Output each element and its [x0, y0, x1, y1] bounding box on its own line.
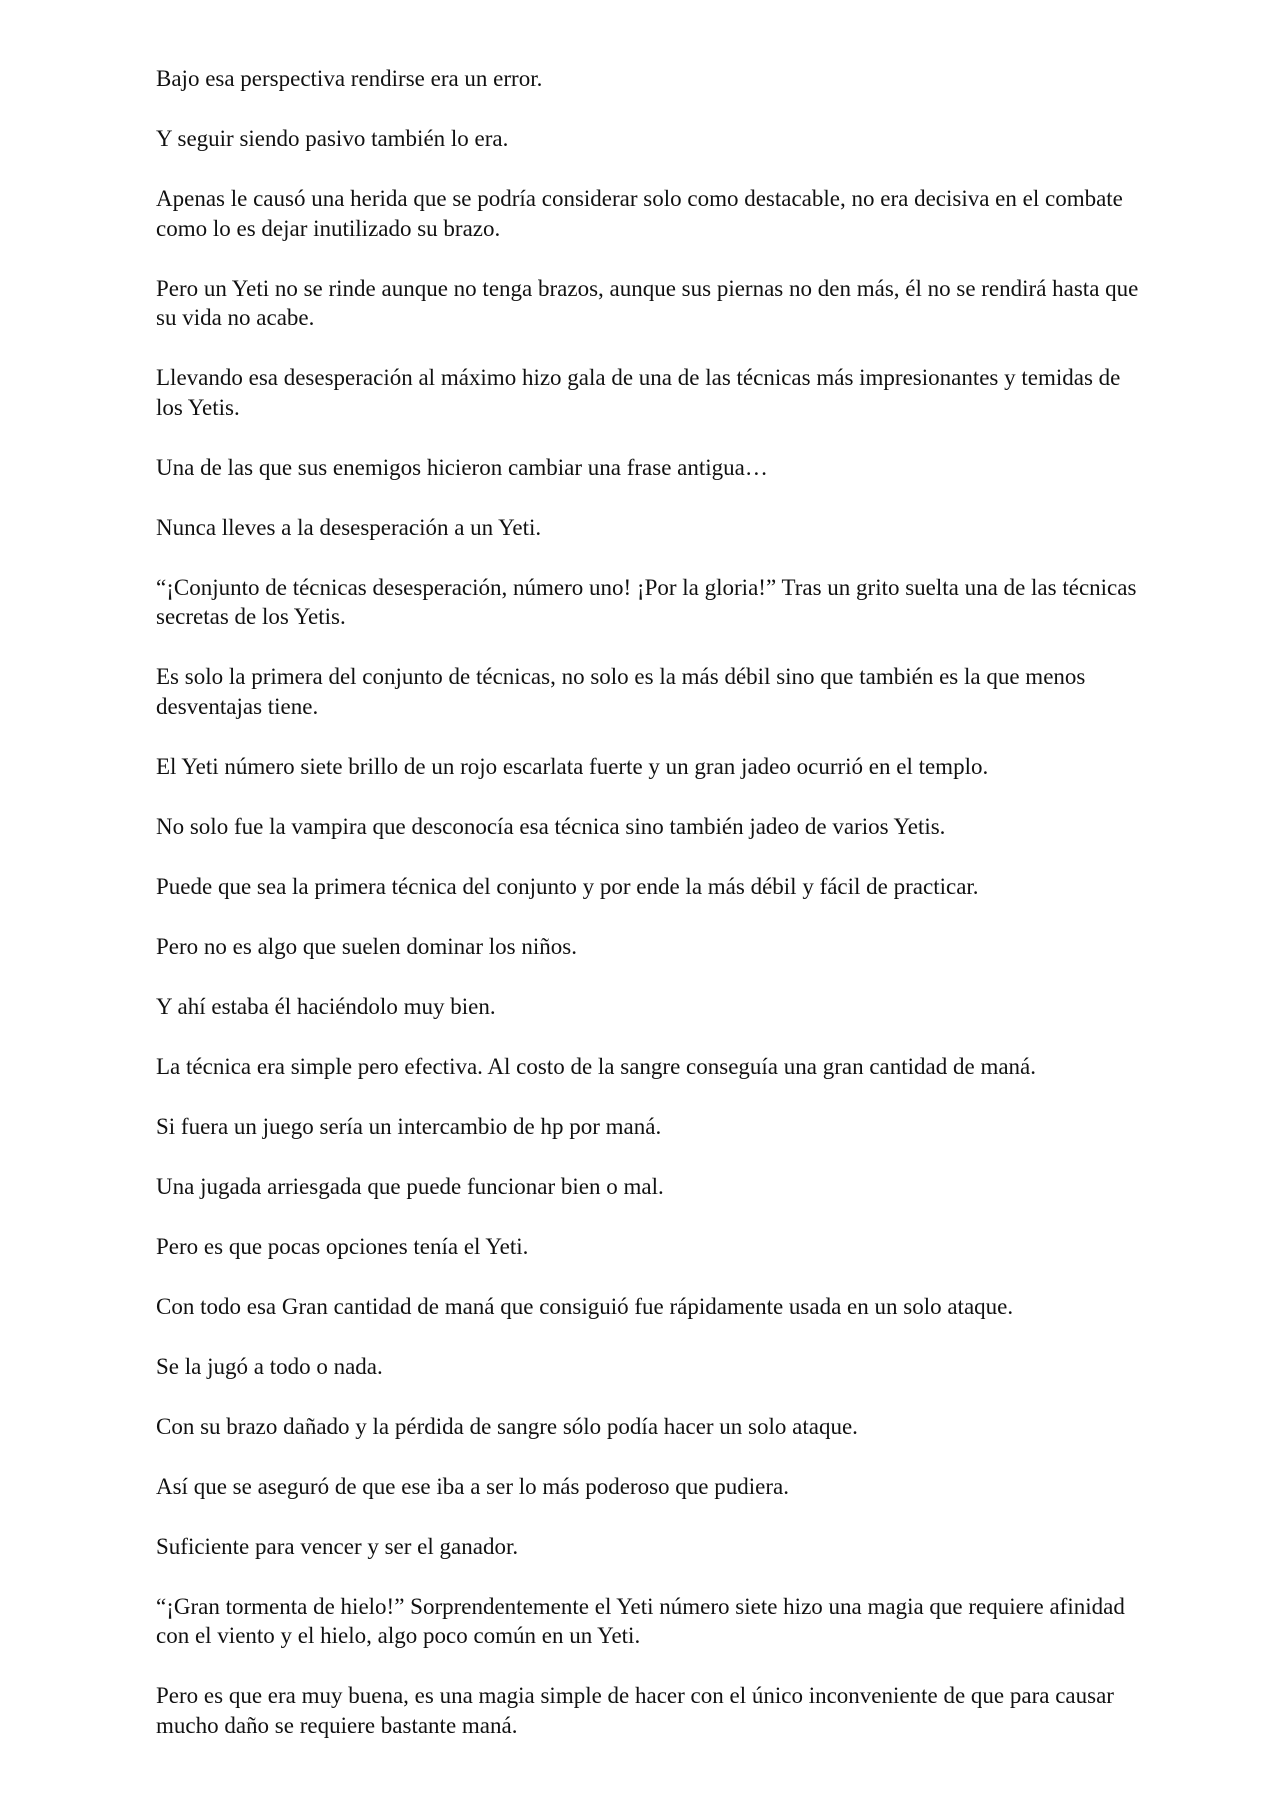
- paragraph: No solo fue la vampira que desconocía esa técnica sino también jadeo de varios Yetis.: [156, 813, 946, 839]
- paragraph: Pero un Yeti no se rinde aunque no tenga brazos, aunque sus piernas no den más, él no se rendirá hasta que su vida no acabe.: [156, 275, 1139, 330]
- paragraph: Si fuera un juego sería un intercambio de hp por maná.: [156, 1113, 662, 1139]
- paragraph: Es solo la primera del conjunto de técnicas, no solo es la más débil sino que también es la que menos desventajas tiene.: [156, 664, 1086, 719]
- paragraph: Pero no es algo que suelen dominar los niños.: [156, 933, 577, 959]
- paragraph: Y ahí estaba él haciéndolo muy bien.: [156, 993, 496, 1019]
- paragraph: “¡Conjunto de técnicas desesperación, número uno! ¡Por la gloria!” Tras un grito suelta una de las técnicas secretas de los Yetis.: [156, 574, 1137, 629]
- paragraph: Una de las que sus enemigos hicieron cambiar una frase antigua…: [156, 454, 768, 480]
- paragraph: Pero es que pocas opciones tenía el Yeti.: [156, 1233, 529, 1259]
- paragraph: Con su brazo dañado y la pérdida de sangre sólo podía hacer un solo ataque.: [156, 1413, 858, 1439]
- paragraph: Pero es que era muy buena, es una magia simple de hacer con el único inconveniente de que para causar mucho daño se requiere bastante maná.: [156, 1683, 1114, 1738]
- paragraph: Puede que sea la primera técnica del conjunto y por ende la más débil y fácil de practicar.: [156, 873, 979, 899]
- paragraph: Bajo esa perspectiva rendirse era un error.: [156, 66, 543, 91]
- paragraph: Con todo esa Gran cantidad de maná que consiguió fue rápidamente usada en un solo ataque.: [156, 1293, 1014, 1319]
- paragraph: Así que se aseguró de que ese iba a ser lo más poderoso que pudiera.: [156, 1473, 789, 1499]
- paragraph: Y seguir siendo pasivo también lo era.: [156, 126, 509, 151]
- paragraph: Llevando esa desesperación al máximo hizo gala de una de las técnicas más impresionantes y temidas de los Yetis.: [156, 365, 1121, 420]
- document-page: [156, 64, 1140, 1771]
- paragraph: El Yeti número siete brillo de un rojo escarlata fuerte y un gran jadeo ocurrió en el templo.: [156, 753, 989, 779]
- paragraph: Suficiente para vencer y ser el ganador.: [156, 1533, 519, 1559]
- paragraph: La técnica era simple pero efectiva. Al costo de la sangre conseguía una gran cantidad de maná.: [156, 1053, 1036, 1079]
- paragraph: Apenas le causó una herida que se podría considerar solo como destacable, no era decisiva en el combate como lo es dejar inutilizado su brazo.: [156, 186, 1123, 241]
- paragraph: Nunca lleves a la desesperación a un Yeti.: [156, 514, 542, 540]
- paragraph: “¡Gran tormenta de hielo!” Sorprendentemente el Yeti número siete hizo una magia que requiere afinidad con el viento y el hielo, algo poco común en un Yeti.: [156, 1593, 1125, 1648]
- paragraph: Se la jugó a todo o nada.: [156, 1353, 383, 1379]
- paragraph: Una jugada arriesgada que puede funcionar bien o mal.: [156, 1173, 664, 1199]
